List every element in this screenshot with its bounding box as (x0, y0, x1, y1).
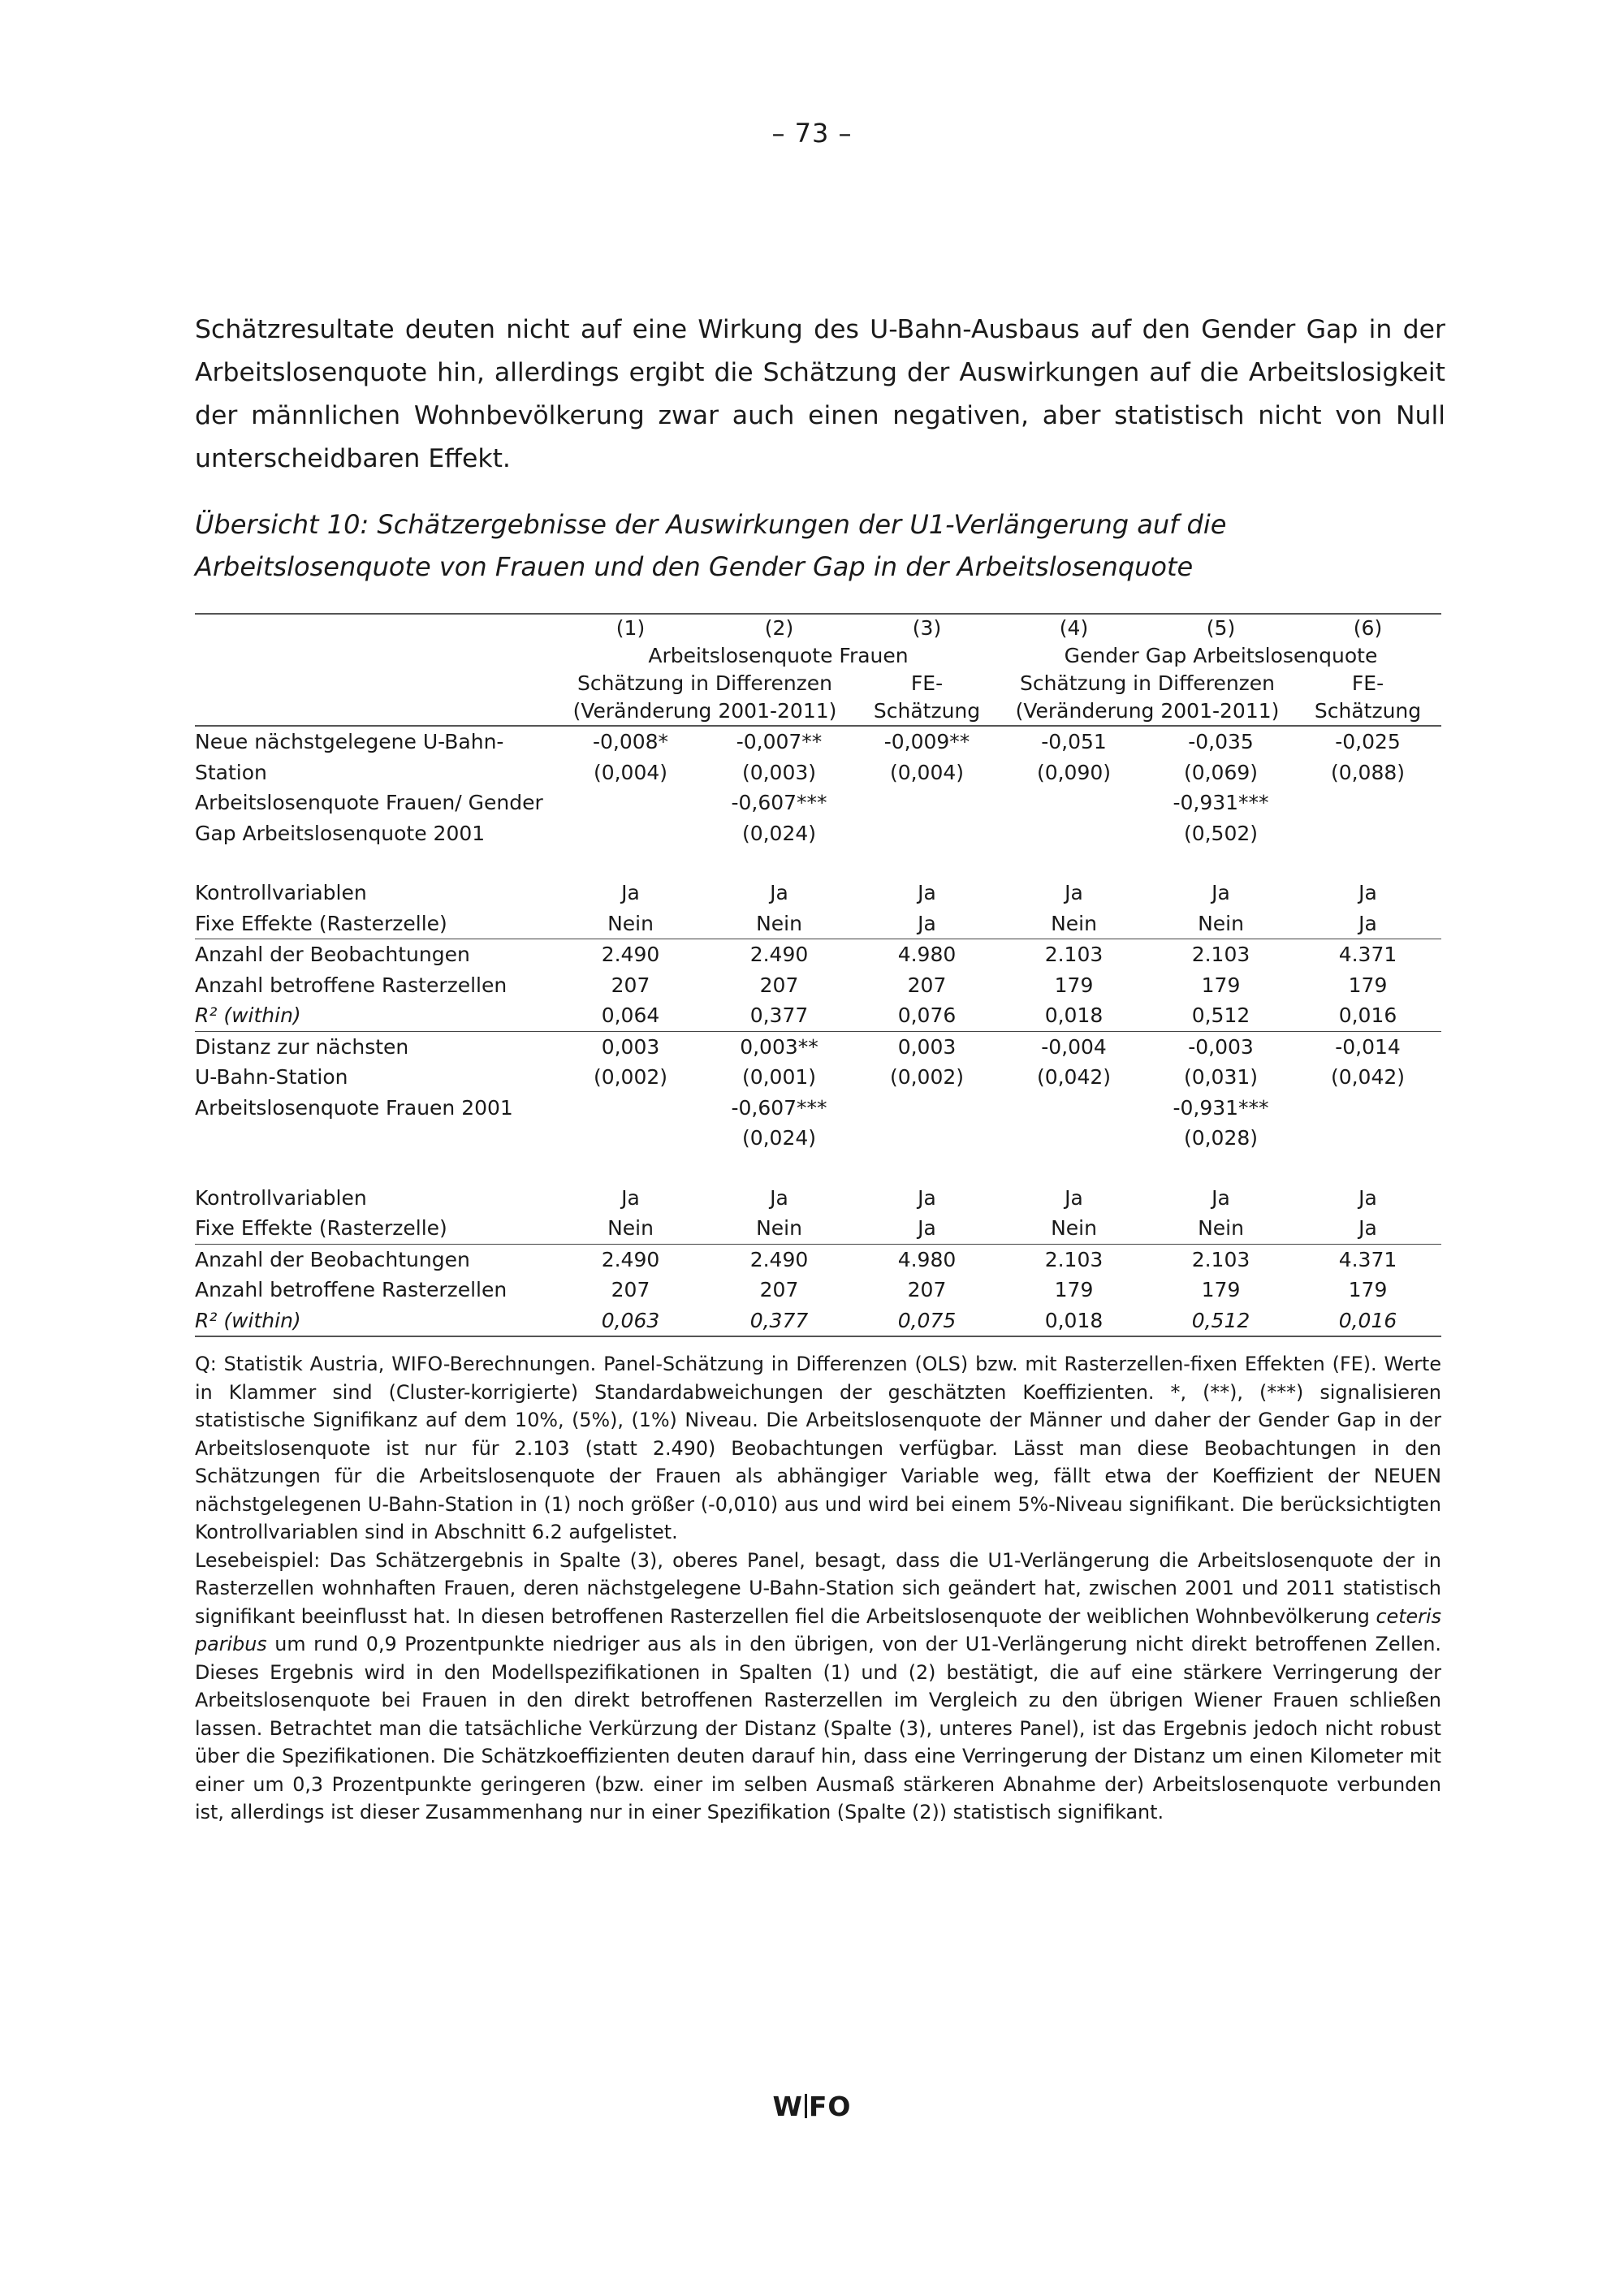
row-label: Anzahl betroffene Rasterzellen (195, 973, 508, 997)
row-label: Arbeitslosenquote Frauen/ Gender (195, 791, 543, 814)
se-cell: (0,028) (1183, 1126, 1259, 1150)
table-cell: 207 (907, 973, 947, 997)
logo-bar (805, 2094, 807, 2118)
coef-cell: -0,051 (1041, 730, 1107, 753)
coef-cell: -0,003 (1147, 1031, 1294, 1062)
row-label: Kontrollvariablen (195, 1185, 367, 1210)
table-cell: 2.103 (1000, 1244, 1147, 1275)
table-cell: 207 (759, 973, 799, 997)
method-diff-subheader: (Veränderung 2001-2011) (1000, 697, 1294, 726)
table-cell: Ja (770, 881, 788, 904)
se-cell: (0,003) (741, 760, 817, 784)
table-cell: 207 (611, 973, 650, 997)
table-cell: 2.490 (556, 939, 705, 970)
table-row (195, 1213, 1441, 1244)
group-header-women: Arbeitslosenquote Frauen (648, 644, 909, 667)
table-cell: 207 (611, 1278, 650, 1301)
row-label: Anzahl der Beobachtungen (195, 939, 556, 970)
row-label: Gap Arbeitslosenquote 2001 (195, 821, 486, 845)
table-cell: Ja (1212, 881, 1230, 904)
table-cell: 207 (759, 1278, 799, 1301)
method-fe-header: FE- (1351, 671, 1384, 695)
row-label: Anzahl der Beobachtungen (195, 1244, 556, 1275)
row-label: Arbeitslosenquote Frauen 2001 (195, 1095, 513, 1120)
se-cell: (0,042) (1036, 1065, 1112, 1089)
method-diff-subheader: (Veränderung 2001-2011) (556, 697, 853, 726)
table-cell: Ja (1065, 881, 1083, 904)
table-cell: Ja (770, 1185, 788, 1210)
coef-cell: -0,607*** (731, 791, 827, 814)
table-caption: Übersicht 10: Schätzergebnisse der Auswirkungen der U1-Verlängerung auf die Arbeitslosenquote von Frauen und den Gender Gap in der Arbeitslosenquote (195, 509, 1227, 582)
reading-example-italic: ceteris paribus (195, 1604, 1441, 1655)
row-label: Station (195, 760, 267, 784)
header-methods-line2 (195, 697, 1441, 726)
coef-cell: -0,009** (883, 730, 970, 753)
table-cell: Ja (1065, 1185, 1083, 1210)
coef-cell: -0,025 (1335, 730, 1401, 753)
se-cell: (0,002) (593, 1065, 668, 1089)
row-label: Kontrollvariablen (195, 881, 367, 904)
group-header-gender-gap: Gender Gap Arbeitslosenquote (1064, 644, 1378, 667)
table-notes (195, 1350, 1441, 1827)
table-row (195, 757, 1441, 788)
table-row (195, 1062, 1441, 1093)
table-row (195, 1183, 1441, 1214)
table-cell: 4.371 (1294, 939, 1441, 970)
reading-example-text: Lesebeispiel: Das Schätzergebnis in Spalte (3), oberes Panel, besagt, dass die U1-Verlängerung die Arbeitslosenquote der in Rasterzellen wohnhaften Frauen, deren nächstgelegene U-Bahn-Station sich geändert hat, zwischen 2001 und 2011 statistisch signifikant beeinflusst hat. In diesen betroffenen Rasterzellen fiel die Arbeitslosenquote der weiblichen Wohnbevölkerung (195, 1548, 1441, 1628)
table-cell: 4.371 (1294, 1244, 1441, 1275)
se-cell: (0,004) (889, 760, 965, 784)
results-table (195, 613, 1441, 1337)
table-cell: 0,512 (1147, 1306, 1294, 1337)
reading-example (195, 1547, 1441, 1827)
row-label: U-Bahn-Station (195, 1065, 348, 1089)
table-cell: Nein (607, 911, 654, 935)
table-cell: Nein (607, 1216, 654, 1240)
method-diff-header: Schätzung in Differenzen (577, 671, 833, 695)
coef-cell: -0,607*** (731, 1095, 827, 1120)
se-cell: (0,004) (593, 760, 668, 784)
table-cell: 0,076 (897, 1003, 957, 1027)
table-row (195, 1093, 1441, 1124)
se-cell: (0,069) (1183, 760, 1259, 784)
table-cell: 179 (1348, 1278, 1388, 1301)
row-label: R² (within) (195, 1003, 301, 1027)
coef-cell: -0,931*** (1173, 1095, 1269, 1120)
table-cell: Nein (1051, 911, 1097, 935)
table-row (195, 726, 1441, 757)
table-cell: 0,063 (556, 1306, 705, 1337)
reading-example-text: um rund 0,9 Prozentpunkte niedriger aus als in den übrigen, von der U1-Verlängerung nicht direkt betroffenen Zellen. Dieses Ergebnis wird in den Modellspezifikationen in Spalten (1) und (2) bestätigt, die auf eine stärkere Verringerung der Arbeitslosenquote bei Frauen in den direkt betroffenen Rasterzellen im Vergleich zu den übrigen Wiener Frauen schließen lassen. Betrachtet man die tatsächliche Verkürzung der Distanz (Spalte (3), unteres Panel), ist das Ergebnis jedoch nicht robust über die Spezifikationen. Die Schätzkoeffizienten deuten darauf hin, dass eine Verringerung der Distanz um einen Kilometer mit einer um 0,3 Prozentpunkte geringeren (bzw. einer im selben Ausmaß stärkeren Abnahme der) Arbeitslosenquote verbunden ist, allerdings ist dieser Zusammenhang nur in einer Spezifikation (Spalte (2)) statistisch signifikant. (195, 1633, 1441, 1823)
table-row (195, 818, 1441, 849)
table-row (195, 1031, 1441, 1062)
table-cell: 179 (1054, 1278, 1094, 1301)
table-cell: 2.103 (1147, 1244, 1294, 1275)
logo-text-left: W (772, 2091, 803, 2122)
row-label: Fixe Effekte (Rasterzelle) (195, 1216, 447, 1240)
table-cell: 179 (1201, 1278, 1241, 1301)
page-number: – 73 – (771, 118, 853, 149)
method-fe-subheader: Schätzung (853, 697, 1000, 726)
se-cell: (0,042) (1330, 1065, 1406, 1089)
table-cell: Ja (1358, 881, 1377, 904)
table-cell: Nein (1051, 1216, 1097, 1240)
table-cell: Ja (621, 1185, 640, 1210)
coef-cell: -0,008* (592, 730, 669, 753)
coef-cell: -0,014 (1294, 1031, 1441, 1062)
table-row (195, 1306, 1441, 1337)
col-number: (6) (1294, 614, 1441, 642)
coef-cell: -0,004 (1000, 1031, 1147, 1062)
se-cell: (0,090) (1036, 760, 1112, 784)
table-cell: Ja (1358, 1185, 1377, 1210)
table-cell: 0,512 (1191, 1003, 1250, 1027)
table-cell: Nein (756, 1216, 802, 1240)
se-cell: (0,002) (889, 1065, 965, 1089)
coef-cell: -0,931*** (1173, 791, 1269, 814)
table-cell: 2.490 (705, 939, 853, 970)
source-note: Q: Statistik Austria, WIFO-Berechnungen. Panel-Schätzung in Differenzen (OLS) bzw. mit Rasterzellen-fixen Effekten (FE). Werte in Klammer sind (Cluster-korrigierte) Standardabweichungen der geschätzten Koeffizienten. *, (**), (***) signalisieren statistische Signifikanz auf dem 10%, (5%), (1%) Niveau. Die Arbeitslosenquote der Männer und daher der Gender Gap in der Arbeitslosenquote ist nur für 2.103 (statt 2.490) Beobachtungen verfügbar. Lässt man diese Beobachtungen in den Schätzungen für die Arbeitslosenquote der Frauen als abhängiger Variable weg, fällt etwa der Koeffizient der NEUEN nächstgelegenen U-Bahn-Station in (1) noch größer (-0,010) aus und wird bei einem 5%-Niveau signifikant. Die berücksichtigten Kontrollvariablen sind in Abschnitt 6.2 aufgelistet. (195, 1353, 1441, 1543)
table-cell: Ja (918, 1216, 936, 1240)
table-cell: Ja (1358, 911, 1377, 935)
se-cell: (0,088) (1330, 760, 1406, 784)
table-row (195, 970, 1441, 1001)
wifo-logo (0, 2091, 1624, 2122)
table-cell: 0,016 (1294, 1306, 1441, 1337)
table-cell: Nein (1198, 911, 1244, 935)
table-row (195, 908, 1441, 939)
table-cell: Nein (756, 911, 802, 935)
table-row (195, 788, 1441, 818)
table-cell: Ja (918, 881, 936, 904)
table-cell: 0,064 (601, 1003, 660, 1027)
table-cell: 207 (907, 1278, 947, 1301)
header-methods-line1 (195, 670, 1441, 697)
table-cell: Ja (1212, 1185, 1230, 1210)
se-cell: (0,031) (1183, 1065, 1259, 1089)
table-cell: 0,018 (1044, 1003, 1104, 1027)
col-number: (4) (1000, 614, 1147, 642)
header-groups (195, 642, 1441, 670)
row-label: Neue nächstgelegene U-Bahn- (195, 730, 504, 753)
row-label: Anzahl betroffene Rasterzellen (195, 1278, 508, 1301)
method-fe-subheader: Schätzung (1294, 697, 1441, 726)
table-cell: Ja (621, 881, 640, 904)
spacer-row (195, 1154, 1441, 1183)
row-label: Fixe Effekte (Rasterzelle) (195, 911, 447, 935)
table-cell: 4.980 (853, 1244, 1000, 1275)
se-cell: (0,024) (741, 821, 817, 845)
col-number: (5) (1147, 614, 1294, 642)
table-row (195, 1123, 1441, 1154)
table-cell: 179 (1054, 973, 1094, 997)
table-cell: Nein (1198, 1216, 1244, 1240)
table-cell: 2.490 (705, 1244, 853, 1275)
table-cell: 0,016 (1338, 1003, 1397, 1027)
col-number: (3) (853, 614, 1000, 642)
table-row (195, 1244, 1441, 1275)
coef-cell: -0,035 (1188, 730, 1254, 753)
table-cell: Ja (918, 911, 936, 935)
table-cell: 2.103 (1000, 939, 1147, 970)
table-row (195, 1275, 1441, 1306)
table-cell: 2.490 (556, 1244, 705, 1275)
intro-paragraph: Schätzresultate deuten nicht auf eine Wirkung des U-Bahn-Ausbaus auf den Gender Gap in der Arbeitslosenquote hin, allerdings ergibt die Schätzung der Auswirkungen auf die Arbeitslosigkeit der männlichen Wohnbevölkerung zwar auch einen negativen, aber statistisch nicht von Null unterscheidbaren Effekt. (195, 315, 1445, 473)
method-fe-header: FE- (910, 671, 944, 695)
col-number: (1) (556, 614, 705, 642)
table-cell: 179 (1201, 973, 1241, 997)
method-diff-header: Schätzung in Differenzen (1019, 671, 1276, 695)
logo-text-right: FO (808, 2091, 852, 2122)
header-column-numbers (195, 614, 1441, 642)
table-row (195, 878, 1441, 908)
row-label: Distanz zur nächsten (195, 1031, 556, 1062)
table-cell: Ja (1358, 1216, 1377, 1240)
table-cell: 0,377 (749, 1003, 809, 1027)
table-cell: 0,075 (853, 1306, 1000, 1337)
coef-cell: -0,007** (736, 730, 823, 753)
table-cell: 179 (1348, 973, 1388, 997)
se-cell: (0,001) (741, 1065, 817, 1089)
coef-cell: 0,003** (705, 1031, 853, 1062)
table-cell: 0,377 (705, 1306, 853, 1337)
table-cell: Ja (918, 1185, 936, 1210)
spacer-row (195, 848, 1441, 878)
table-cell: 2.103 (1147, 939, 1294, 970)
coef-cell: 0,003 (853, 1031, 1000, 1062)
se-cell: (0,024) (741, 1126, 817, 1150)
table-row (195, 1000, 1441, 1031)
row-label: R² (within) (195, 1306, 556, 1337)
col-number: (2) (705, 614, 853, 642)
table-cell: 0,018 (1000, 1306, 1147, 1337)
table-row (195, 939, 1441, 970)
coef-cell: 0,003 (556, 1031, 705, 1062)
table-cell: 4.980 (853, 939, 1000, 970)
se-cell: (0,502) (1183, 821, 1259, 845)
